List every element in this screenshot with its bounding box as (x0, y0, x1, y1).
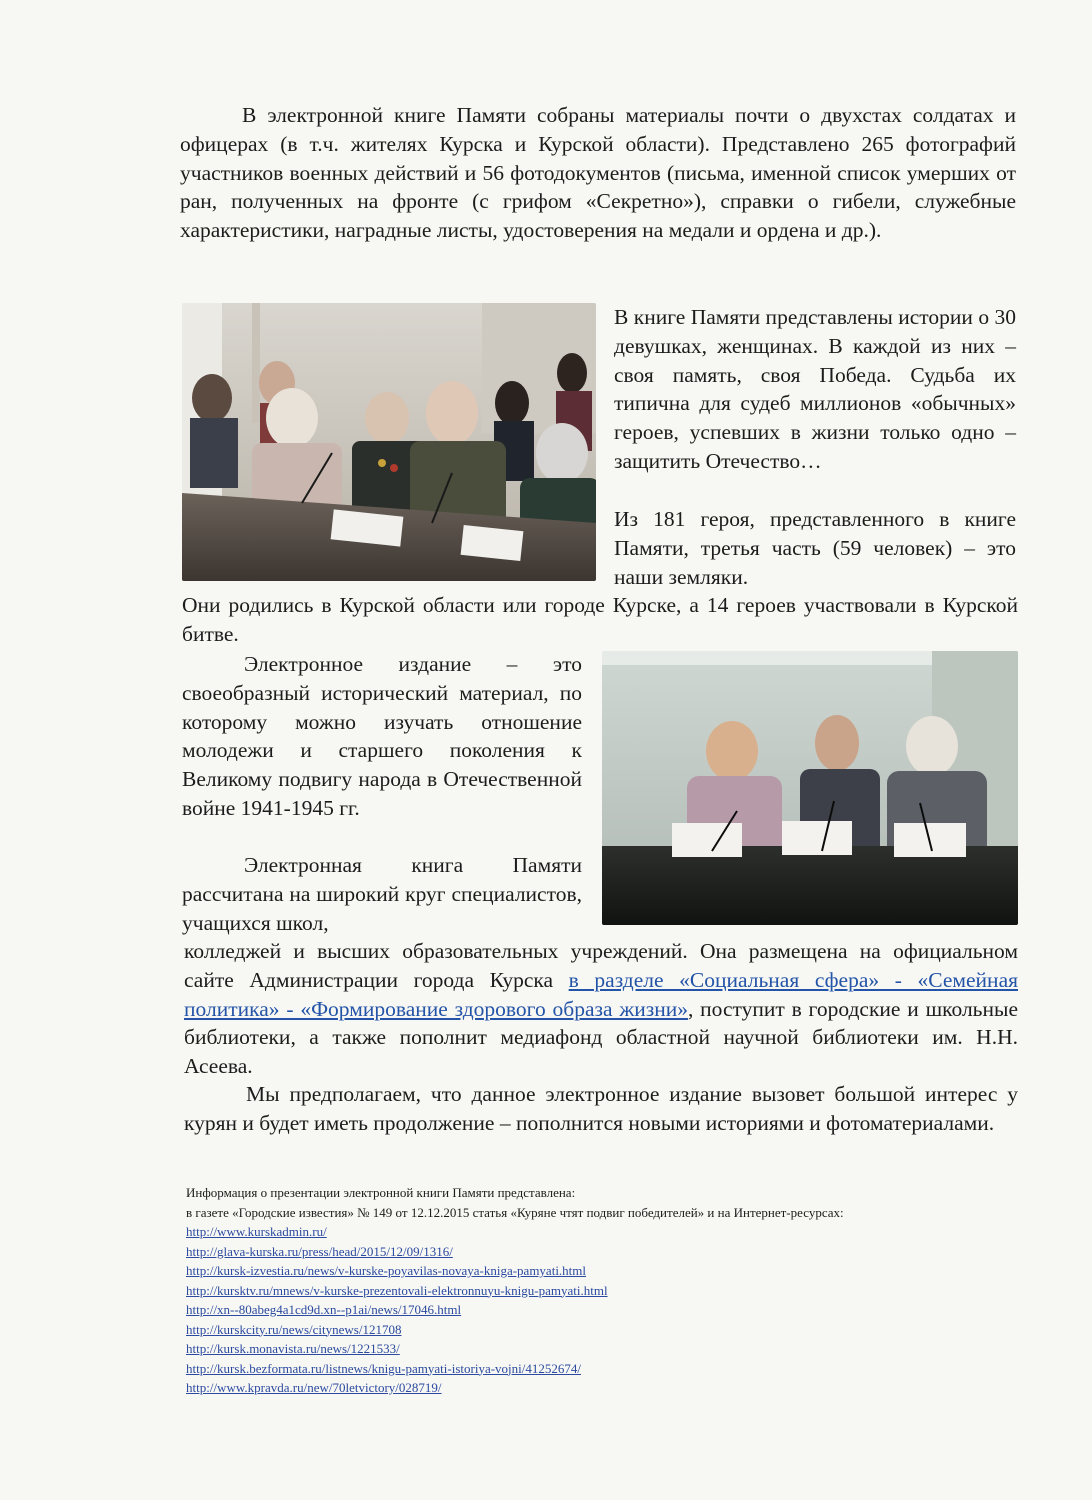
publication-text-start: колледжей и высших образовательных учреждений. Она размещена на официальном сайте Администрации города Курска (184, 939, 1018, 992)
footnote-line-2: в газете «Городские известия» № 149 от 12.12.2015 статья «Куряне чтят подвиг победителей» и на Интернет-ресурсах: (186, 1204, 844, 1220)
reference-link[interactable]: http://kursk.monavista.ru/news/1221533/ (186, 1341, 400, 1356)
paragraph-intro: В электронной книге Памяти собраны материалы почти о двухстах солдатах и офицерах (в т.ч. жителях Курска и Курской области). Представлено 265 фотографий участников военных действий и 56 фотодокументов (письма, именной список умерших от ран, полученных на фронте (с грифом «Секретно»), справки о гибели, служебные характеристики, наградные листы, удостоверения на медали и ордена и др.). (180, 103, 1016, 243)
reference-link[interactable]: http://www.kpravda.ru/new/70letvictory/028719/ (186, 1380, 442, 1395)
paragraph-audience: Электронная книга Памяти рассчитана на широкий круг специалистов, учащихся школ, (182, 853, 582, 935)
paragraph-women-stories: В книге Памяти представлены истории о 30 девушках, женщинах. В каждой из них – своя память, своя Победа. Судьба их типична для судеб миллионов «обычных» героев, успевших в жизни только одно – защитить Отечество… (614, 305, 1016, 473)
reference-link[interactable]: http://kursktv.ru/mnews/v-kurske-prezentovali-elektronnuyu-knigu-pamyati.html (186, 1282, 608, 1298)
reference-link[interactable]: http://glava-kurska.ru/press/head/2015/12/09/1316/ (186, 1243, 453, 1259)
reference-link[interactable]: http://www.kurskadmin.ru/ (186, 1224, 327, 1239)
paragraph-heroes-kursk: Они родились в Курской области или городе Курске, а 14 героев участвовали в Курской битве. (182, 593, 1018, 646)
reference-link[interactable]: http://xn--80abeg4a1cd9d.xn--p1ai/news/17046.html (186, 1302, 462, 1317)
paragraph-edition-value: Электронное издание – это своеобразный исторический материал, по которому можно изучать отношение молодежи и старшего поколения к Великому подвигу народа в Отечественной войне 1941-1945 гг. (182, 652, 582, 820)
reference-link[interactable]: http://kursk-izvestia.ru/news/v-kurske-poyavilas-novaya-kniga-pamyati.html (186, 1263, 587, 1278)
paragraph-conclusion: Мы предполагаем, что данное электронное издание вызовет большой интерес у курян и будет иметь продолжение – пополнится новыми историями и фотоматериалами. (184, 1082, 1018, 1135)
photo-presidium (602, 651, 1018, 925)
footnote-line-1: Информация о презентации электронной книги Памяти представлена: (186, 1185, 576, 1200)
publication-text-end: , поступит в городские и школьные библиотеки, а также пополнит медиафонд областной научной библиотеки им. Н.Н. Асеева. (184, 996, 1018, 1079)
section-link[interactable]: в разделе «Социальная сфера» - «Семейная политика» - «Формирование здорового образа жизни» (184, 967, 1018, 1021)
photo-audience-veterans (182, 303, 596, 581)
paragraph-heroes-count: Из 181 героя, представленного в книге Памяти, третья часть (59 человек) – это наши земляки. (614, 507, 1016, 589)
footnote-references (186, 1183, 1026, 1398)
paragraph-publication (184, 937, 1018, 1081)
reference-link[interactable]: http://kurskcity.ru/news/citynews/121708 (186, 1321, 402, 1337)
reference-link[interactable]: http://kursk.bezformata.ru/listnews/knigu-pamyati-istoriya-vojni/41252674/ (186, 1360, 581, 1376)
